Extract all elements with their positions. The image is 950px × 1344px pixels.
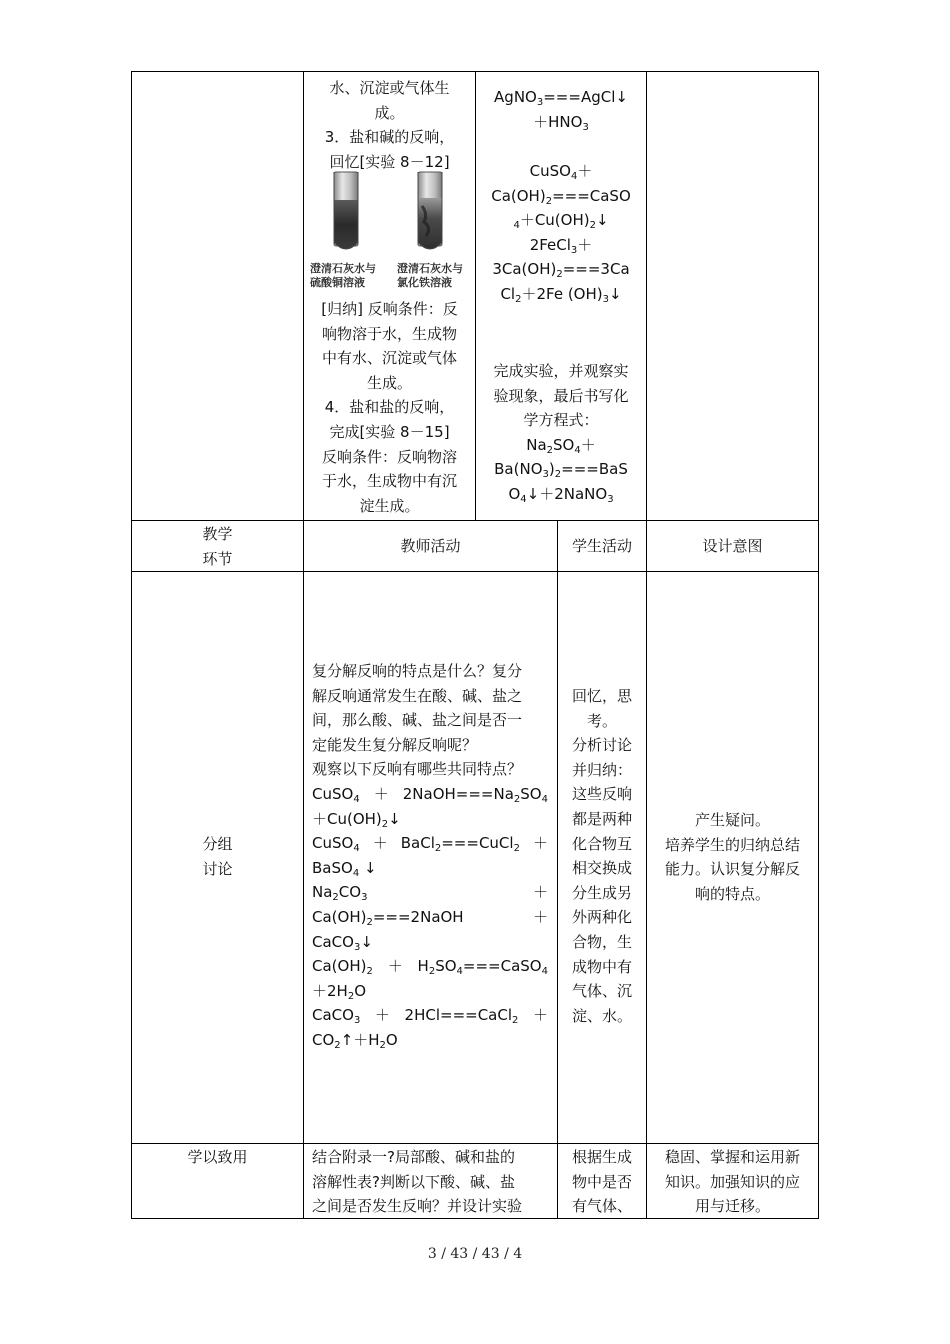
equation-line: CuSO$_4$ ＋ $2NaOH===Na_2SO_4$ [312, 784, 548, 805]
text-line: 相交换成 [571, 859, 632, 878]
equation-line: $Ca(OH)_2$ ＋ $H_2SO_4===CaSO_4$ [312, 957, 548, 978]
eq-line [476, 159, 646, 184]
text-line: 稳固、掌握和运用新 [664, 1148, 800, 1166]
equation-line: $Ca(OH)_2===2NaOH$ ＋ [312, 907, 548, 928]
text-line: 完成实验，并观察实 [493, 362, 629, 380]
stage-apply: 学以致用 [187, 1148, 248, 1166]
eq-line [476, 257, 646, 282]
top-teacher-text [304, 76, 475, 174]
eq-sub: 3 [607, 493, 614, 505]
text-line: 合物，生 [571, 932, 632, 951]
text-line: 化合物互 [571, 834, 632, 853]
equation-line: $+2H_2O$ [312, 981, 367, 1002]
eq-sub: 3 [582, 121, 589, 133]
equation-line: CaCO$_3$↓ [312, 932, 373, 953]
header-intent: 设计意图 [702, 537, 763, 555]
stage-text: 分组 [202, 835, 233, 853]
eq-part: ) [548, 460, 555, 479]
eq-line [476, 457, 646, 482]
equation-agno3 [476, 85, 646, 110]
table-col-divider [646, 71, 647, 1219]
text-line: 外两种化 [571, 908, 632, 927]
equation-line: $+Cu(OH)_2↓$ [312, 809, 401, 830]
eq-part: O [508, 484, 521, 503]
stage-text: 讨论 [202, 859, 233, 878]
eq-part: ＋HNO [533, 112, 583, 131]
eq-part: ===BaS [561, 460, 628, 479]
text-line: 有气体、 [571, 1197, 632, 1216]
caption-line: 氯化铁溶液 [397, 276, 452, 289]
top-student-task [476, 359, 646, 507]
text-line: 3．盐和碱的反响， [324, 128, 455, 147]
eq-part: ===3Ca [562, 260, 630, 279]
equation-line: $CO_2↑+H_2O$ [312, 1030, 398, 1051]
apply-design-intent [647, 1145, 818, 1219]
text-line: 溶解性表?判断以下酸、碱、盐 [312, 1172, 515, 1191]
header-text: 教学 [202, 525, 233, 543]
text-line: 复分解反响的特点是什么？复分 [312, 662, 523, 680]
text-line: 验现象，最后书写化 [493, 386, 629, 405]
eq-line [476, 433, 646, 458]
eq-part: ＋Cu(OH) [519, 211, 590, 230]
text-line: 都是两种 [571, 809, 632, 828]
eq-part: ＋ [577, 235, 593, 254]
eq-line [476, 482, 646, 507]
text-line: 之间是否发生反响？并设计实验 [312, 1197, 523, 1216]
tube-caption-left [310, 262, 386, 290]
eq-part: Ca(OH) [491, 186, 546, 205]
eq-sub: 4 [520, 493, 527, 505]
eq-part: ===AgCl↓ [543, 88, 628, 106]
eq-sub: 3 [602, 293, 609, 305]
eq-part: CuSO [529, 162, 571, 180]
text-line: 定能发生复分解反响呢？ [312, 735, 478, 754]
eq-part: 2FeCl [529, 235, 571, 254]
equation-line: $Na_2CO_3$ ＋ [312, 883, 548, 904]
apply-student-activity [558, 1145, 646, 1219]
text-line: 物中是否 [571, 1172, 632, 1191]
group-design-intent [647, 808, 818, 906]
text-line: 回忆，思 [571, 687, 632, 705]
header-teacher: 教师活动 [400, 537, 461, 555]
text-line: 用与迁移。 [694, 1197, 770, 1216]
header-stage [132, 522, 303, 571]
eq-part: ＋ [580, 435, 596, 454]
text-line: 响的特点。 [694, 884, 770, 903]
eq-sub: 3 [542, 469, 549, 481]
text-line: 并归纳： [571, 760, 632, 779]
text-line: 淀、水。 [571, 1006, 632, 1025]
eq-part: ＋ [577, 162, 593, 180]
text-line: 完成[实验 8－15] [329, 422, 450, 441]
text-line: 淀生成。 [359, 496, 420, 515]
eq-part: AgNO [494, 88, 537, 106]
eq-sub: 3 [570, 244, 578, 256]
eq-sub: 2 [554, 469, 562, 481]
group-teacher-activity [312, 659, 548, 1053]
text-line: 间，那么酸、碱、盐之间是否一 [312, 711, 523, 730]
text-line: 能力。认识复分解反 [664, 860, 800, 879]
eq-sub: 2 [515, 293, 522, 305]
eq-sub: 2 [546, 444, 554, 456]
text-line: 解反响通常发生在酸、碱、盐之 [312, 686, 523, 705]
group-student-activity [558, 684, 646, 1028]
equation-line: CuSO$_4$ ＋ BaCl$_2$===CuCl$_2$ ＋ [312, 834, 548, 855]
tube-caption-right [397, 262, 473, 290]
right-test-tube [418, 172, 442, 249]
equation-line: CaCO$_3$ ＋ 2HCl===CaCl$_2$ ＋ [312, 1006, 548, 1027]
stage-group-discussion [132, 832, 303, 881]
text-line: 于水，生成物中有沉 [321, 472, 457, 491]
eq-part: ↓＋2NaNO [526, 484, 608, 503]
eq-sub: 3 [536, 97, 544, 108]
eq-sub: 2 [556, 269, 563, 281]
eq-part: 3Ca(OH) [492, 260, 557, 279]
eq-line [476, 282, 646, 307]
text-line: 水、沉淀或气体生 [329, 79, 450, 97]
caption-line: 澄清石灰水与 [310, 262, 376, 275]
test-tubes-photo [310, 170, 470, 294]
eq-sub: 2 [545, 195, 553, 207]
equation-agno3-cont [476, 110, 646, 135]
page-number: 3 / 43 / 43 / 4 [427, 1246, 523, 1262]
text-line: 成物中有 [571, 957, 632, 976]
eq-line [476, 184, 646, 209]
eq-sub: 4 [513, 220, 520, 232]
top-teacher-text-after [304, 297, 475, 518]
text-line: 气体、沉 [571, 982, 632, 1001]
text-line: 分生成另 [571, 883, 632, 902]
text-line: [归纳] 反响条件：反 [321, 300, 458, 318]
table-border-right [818, 71, 819, 1219]
eq-sub: 4 [574, 444, 581, 456]
caption-line: 硫酸铜溶液 [310, 276, 365, 289]
table-col-divider [303, 71, 304, 1219]
text-line: 分析讨论 [571, 736, 632, 755]
text-line: 生成。 [366, 373, 412, 392]
text-line: 学方程式： [523, 411, 599, 430]
eq-part: Na [526, 435, 547, 454]
header-text: 环节 [202, 549, 233, 568]
eq-part: ↓ [595, 211, 609, 230]
header-student: 学生活动 [571, 537, 632, 555]
caption-line: 澄清石灰水与 [397, 262, 463, 275]
table-border-left [131, 71, 132, 1219]
eq-sub: 2 [589, 220, 596, 232]
text-line: 结合附录一?局部酸、碱和盐的 [312, 1148, 515, 1166]
eq-part: ===CaSO [552, 186, 631, 205]
text-line: 知识。加强知识的应 [664, 1172, 800, 1191]
eq-part: ＋2Fe (OH) [521, 284, 603, 303]
eq-line [476, 208, 646, 233]
text-line: 观察以下反响有哪些共同特点？ [312, 760, 523, 779]
text-line: 根据生成 [571, 1148, 632, 1166]
text-line: 响物溶于水，生成物 [321, 324, 457, 343]
text-line: 这些反响 [571, 785, 632, 804]
eq-part: Ba(NO [494, 460, 543, 479]
eq-part: SO [553, 435, 575, 454]
eq-part: ↓ [608, 284, 622, 303]
equation-line: BaSO$_4$ ↓ [312, 858, 377, 879]
text-line: 中有水、沉淀或气体 [321, 349, 457, 368]
text-line: 考。 [586, 711, 617, 730]
eq-line [476, 233, 646, 258]
eq-sub: 4 [570, 171, 578, 182]
text-line: 反响条件：反响物溶 [321, 447, 457, 466]
text-line: 回忆[实验 8－12] [329, 152, 450, 171]
text-line: 成。 [374, 103, 405, 122]
top-student-eq2 [476, 159, 646, 307]
text-line: 4．盐和盐的反响， [324, 398, 455, 417]
eq-part: Cl [500, 284, 516, 303]
top-student-equations [476, 85, 646, 134]
text-line: 培养学生的归纳总结 [664, 835, 800, 854]
apply-teacher-activity [312, 1145, 550, 1219]
text-line: 产生疑问。 [694, 811, 770, 829]
table-row-divider [131, 1143, 819, 1144]
left-test-tube [334, 172, 358, 249]
